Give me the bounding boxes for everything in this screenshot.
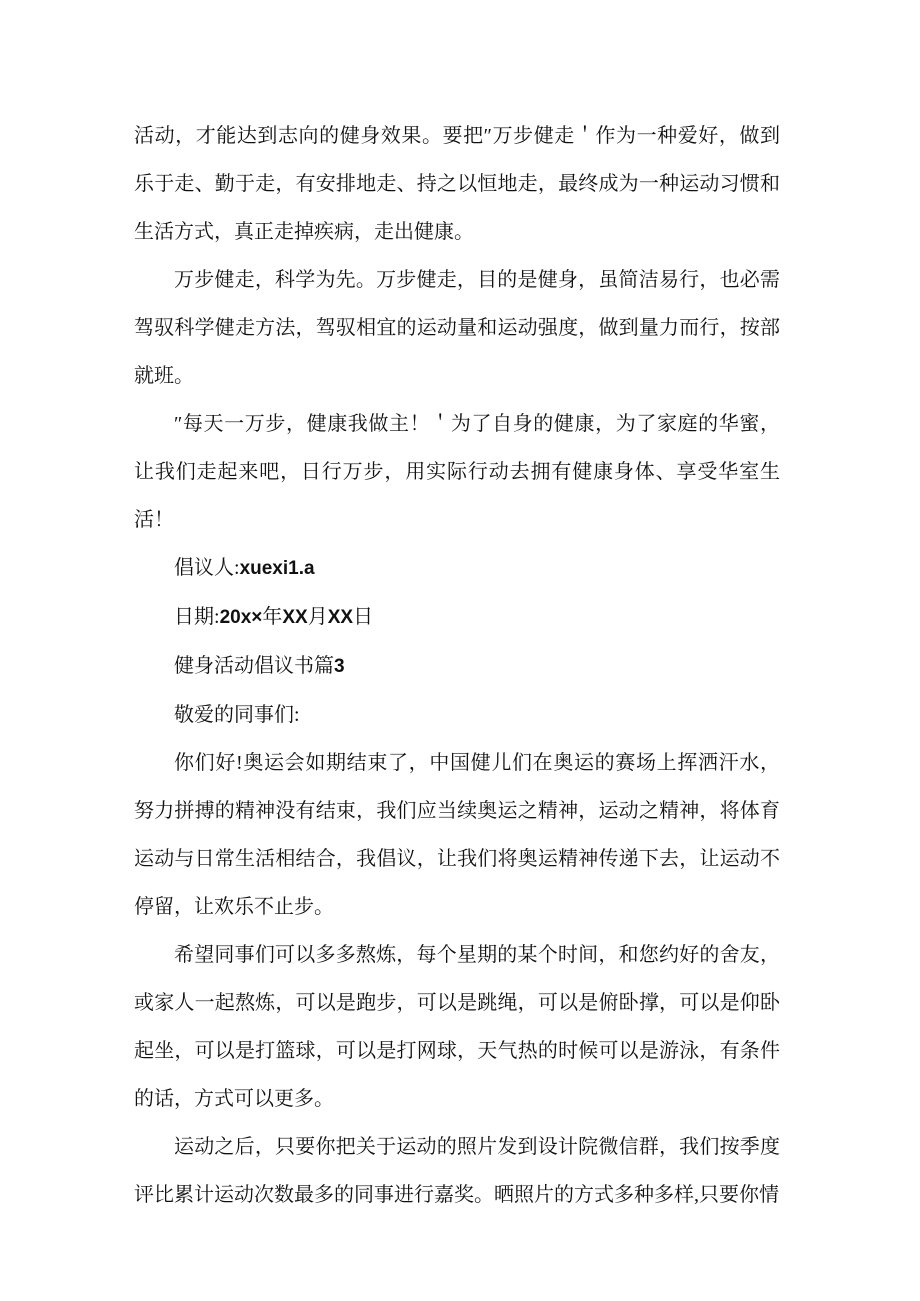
- date-year-value: 20x×: [219, 607, 263, 628]
- date-month-value: XX: [282, 607, 308, 628]
- signature-name: xuexi1.a: [239, 558, 315, 579]
- date-line: [134, 593, 780, 642]
- signature-label: 倡议人:: [174, 557, 240, 579]
- date-label: 日期:: [174, 606, 220, 628]
- document-body: [134, 112, 780, 1219]
- salutation: 敬爱的同事们:: [174, 704, 300, 726]
- paragraph-olympic-spirit: 你们好!奥运会如期结束了，中国健儿们在奥运的赛场上挥洒汗水，努力拼搏的精神没有结束，我们应当续奥运之精神，运动之精神，将体育运动与日常生活相结合，我倡议，让我们将奥运精神传递下去，让运动不停留，让欢乐不止步。: [134, 752, 780, 918]
- section-heading: [134, 642, 780, 691]
- date-year-unit: 年: [262, 606, 283, 628]
- paragraph-walking-slogan: ″每天一万步，健康我做主！＇为了自身的健康，为了家庭的华蜜，让我们走起来吧，日行万步，用实际行动去拥有健康身体、享受华室生活！: [134, 413, 780, 531]
- section-heading-title: 健身活动倡议书篇: [174, 655, 334, 677]
- section-heading-number: 3: [334, 656, 345, 677]
- paragraph-photo-reward: 运动之后，只要你把关于运动的照片发到设计院微信群，我们按季度评比累计运动次数最多的同事进行嘉奖。晒照片的方式多种多样,只要你情: [134, 1136, 780, 1206]
- signature-line: [134, 544, 780, 593]
- paragraph-walking-benefits: 活动，才能达到志向的健身效果。要把″万步健走＇作为一种爱好，做到乐于走、勤于走，有安排地走、持之以恒地走，最终成为一种运动习惯和生活方式，真正走掉疾病，走出健康。: [134, 125, 780, 243]
- date-month-unit: 月: [307, 606, 328, 628]
- date-day-unit: 日: [353, 606, 374, 628]
- date-day-value: XX: [327, 607, 354, 628]
- paragraph-walking-science: 万步健走，科学为先。万步健走，目的是健身，虽简洁易行，也必需驾驭科学健走方法，驾驭相宜的运动量和运动强度，做到量力而行，按部就班。: [134, 269, 780, 387]
- paragraph-exercise-suggestions: 希望同事们可以多多熬炼，每个星期的某个时间，和您约好的舍友，或家人一起熬炼，可以是跑步，可以是跳绳，可以是俯卧撑，可以是仰卧起坐，可以是打篮球，可以是打网球，天气热的时候可以是游泳，有条件的话，方式可以更多。: [134, 944, 780, 1110]
